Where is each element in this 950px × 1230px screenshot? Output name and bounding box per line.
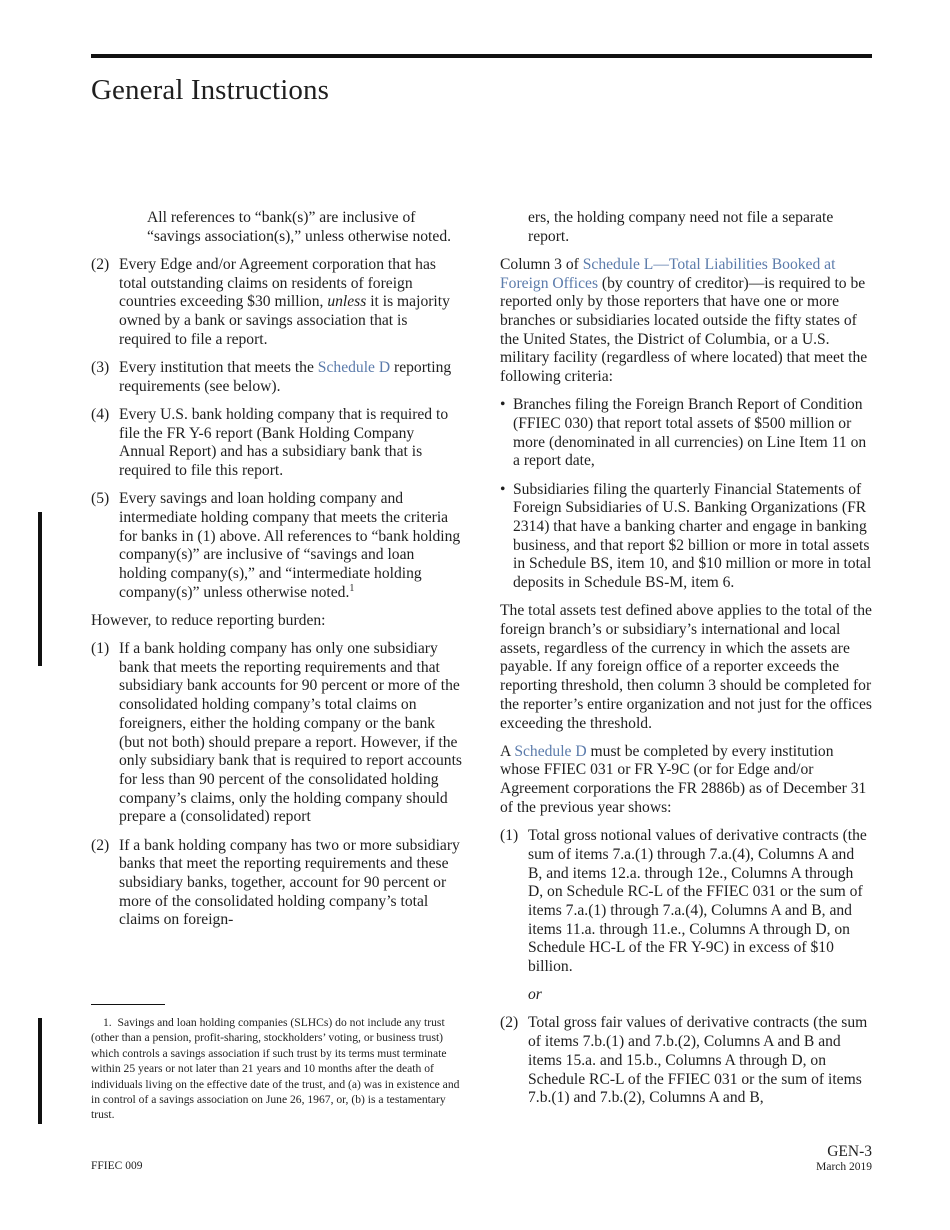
form-id: FFIEC 009 [91,1160,143,1172]
item-emphasis: unless [327,293,367,311]
footnote-ref[interactable]: 1 [349,582,355,594]
bullet-text: Subsidiaries filing the quarterly Financial Statements of Foreign Subsidiaries of U.S. Banking Organizations (FR 2314) that have a banking charter and engage in banking business, and that report $2 billion or more in total assets in Schedule BS, item 10, and $10 million or more in total deposits in Schedule BS-M, item 6. [513,480,872,592]
change-bar [38,1018,42,1124]
page-title: General Instructions [91,74,329,106]
footnote-divider [91,1004,165,1005]
criteria-bullet [500,481,872,593]
para-text: A [500,742,515,760]
bullet-icon: • [500,396,506,414]
para-text-after: (by country of creditor)—is required to be reported only by those reporters that have one or more branches or subsidiaries located outside the fifty states of the United States, the District of Columbia, or a U.S. military facility (regardless of where located) that meet the following criteria: [500,274,868,386]
column3-paragraph [500,256,872,387]
however-paragraph: However, to reduce reporting burden: [91,611,326,629]
item-number: (3) [91,358,110,376]
item-number: (2) [500,1014,519,1032]
footnote-text: Savings and loan holding companies (SLHCs) do not include any trust (other than a pension, profit-sharing, stockholders’ voting, or business trust) which controls a savings association if such trust by its terms must terminate within 25 years or not later than 21 years and 10 months after the death of individuals living on the effective date of the trust, and (a) was in existence and in control of a savings association on June 26, 1967, or, (b) is a testamentary trust. [91,1016,460,1122]
schedule-d-link[interactable]: Schedule D [317,358,391,376]
intro-paragraph: All references to “bank(s)” are inclusive of “savings association(s),” unless otherwise noted. [147,209,452,245]
item-number: (2) [91,836,110,854]
change-bar [38,512,42,666]
item-number: (2) [91,255,110,273]
schedule-d-paragraph [500,743,872,818]
total-assets-paragraph: The total assets test defined above applies to the total of the foreign branch’s or subsidiary’s international and local assets, regardless of the currency in which the assets are payable. If any foreign office of a reporter exceeds the reporting threshold, then column 3 should be completed for the reporter’s entire organization and not just for the offices exceeding the threshold. [500,602,872,732]
item-text: Every institution that meets the [119,358,318,376]
item-text-after: it is majority owned by a bank or savings association that is required to file a report. [119,293,450,348]
burden-item [91,640,463,827]
top-rule [91,54,872,58]
schedule-d-link[interactable]: Schedule D [514,742,587,760]
bullet-text: Branches filing the Foreign Branch Report of Condition (FFIEC 030) that report total assets of $500 million or more (denominated in all currencies) on Line Item 11 on a report date, [513,396,867,470]
footnote [91,1015,466,1123]
page-number: GEN-3 [827,1143,872,1160]
para-text: Column 3 of [500,255,583,273]
eligibility-item [91,490,463,602]
item-text: Every Edge and/or Agreement corporation that has total outstanding claims on residents of foreign countries exceeding $30 million, [119,255,436,311]
item-text: Every U.S. bank holding company that is required to file the FR Y-6 report (Bank Holding Company Annual Report) and has a subsidiary bank that is required to file this report. [119,405,449,479]
para-text-after: must be completed by every institution whose FFIEC 031 or FR Y-9C (or for Edge and/or Agreement corporations the FR 2886b) as of December 31 of the previous year shows: [500,742,867,816]
continuation-paragraph: ers, the holding company need not file a separate report. [528,209,834,245]
item-text: If a bank holding company has two or more subsidiary banks that meet the reporting requirements and these subsidiary banks, together, account for 90 percent or more of the consolidated holding company’s total claims on foreign- [119,836,460,929]
or-separator: or [528,986,542,1004]
schedule-d-criterion [500,827,872,977]
revision-date: March 2019 [816,1161,872,1173]
item-text: Total gross notional values of derivative contracts (the sum of items 7.a.(1) through 7.a.(4), Columns A and B, and items 12.a. through 12e., Columns A through D, on Schedule RC-L of the FFIEC 031 or the sum of items 7.a.(1) through 7.a.(4), Columns A and B, and items 11.a. through 11.e., Columns A through D, on Schedule HC-L of the FR Y-9C) in excess of $10 billion. [528,827,867,976]
footnote-number: 1. [103,1016,112,1029]
left-column [91,209,463,940]
criteria-bullet [500,396,872,471]
schedule-d-criterion [500,1014,872,1108]
item-number: (1) [91,640,110,658]
burden-item [91,837,463,931]
item-text: Total gross fair values of derivative contracts (the sum of items 7.b.(1) and 7.b.(2), Columns A and B and items 15.a. and 15.b., Columns A through D, on Schedule RC-L of the FFIEC 031 or the sum of items 7.b.(1) and 7.b.(2), Columns A and B, [528,1014,868,1107]
right-column [500,209,872,1117]
item-number: (4) [91,405,110,423]
item-text: If a bank holding company has only one subsidiary bank that meets the reporting requirements and that subsidiary bank accounts for 90 percent or more of the consolidated holding company’s total claims on foreigners, either the holding company or the bank (but not both) should prepare a report. However, if the only subsidiary bank that is required to report accounts for less than 90 percent of the consolidated holding company’s claims, only the holding company should prepare a (consolidated) report [119,640,462,826]
item-number: (1) [500,827,519,845]
item-text-after: reporting requirements (see below). [119,358,452,395]
eligibility-item [91,359,463,396]
schedule-l-link[interactable]: Schedule L—Total Liabilities Booked at Foreign Offices [500,255,836,292]
eligibility-item [91,406,463,481]
eligibility-item [91,256,463,350]
bullet-icon: • [500,480,506,498]
item-number: (5) [91,490,110,508]
page-footer [816,1143,872,1174]
item-text: Every savings and loan holding company and intermediate holding company that meets the criteria for banks in (1) above. All references to “bank holding company(s)” are inclusive of “savings and loan holding company(s),” and “intermediate holding company(s)” unless otherwise noted. [119,490,461,601]
